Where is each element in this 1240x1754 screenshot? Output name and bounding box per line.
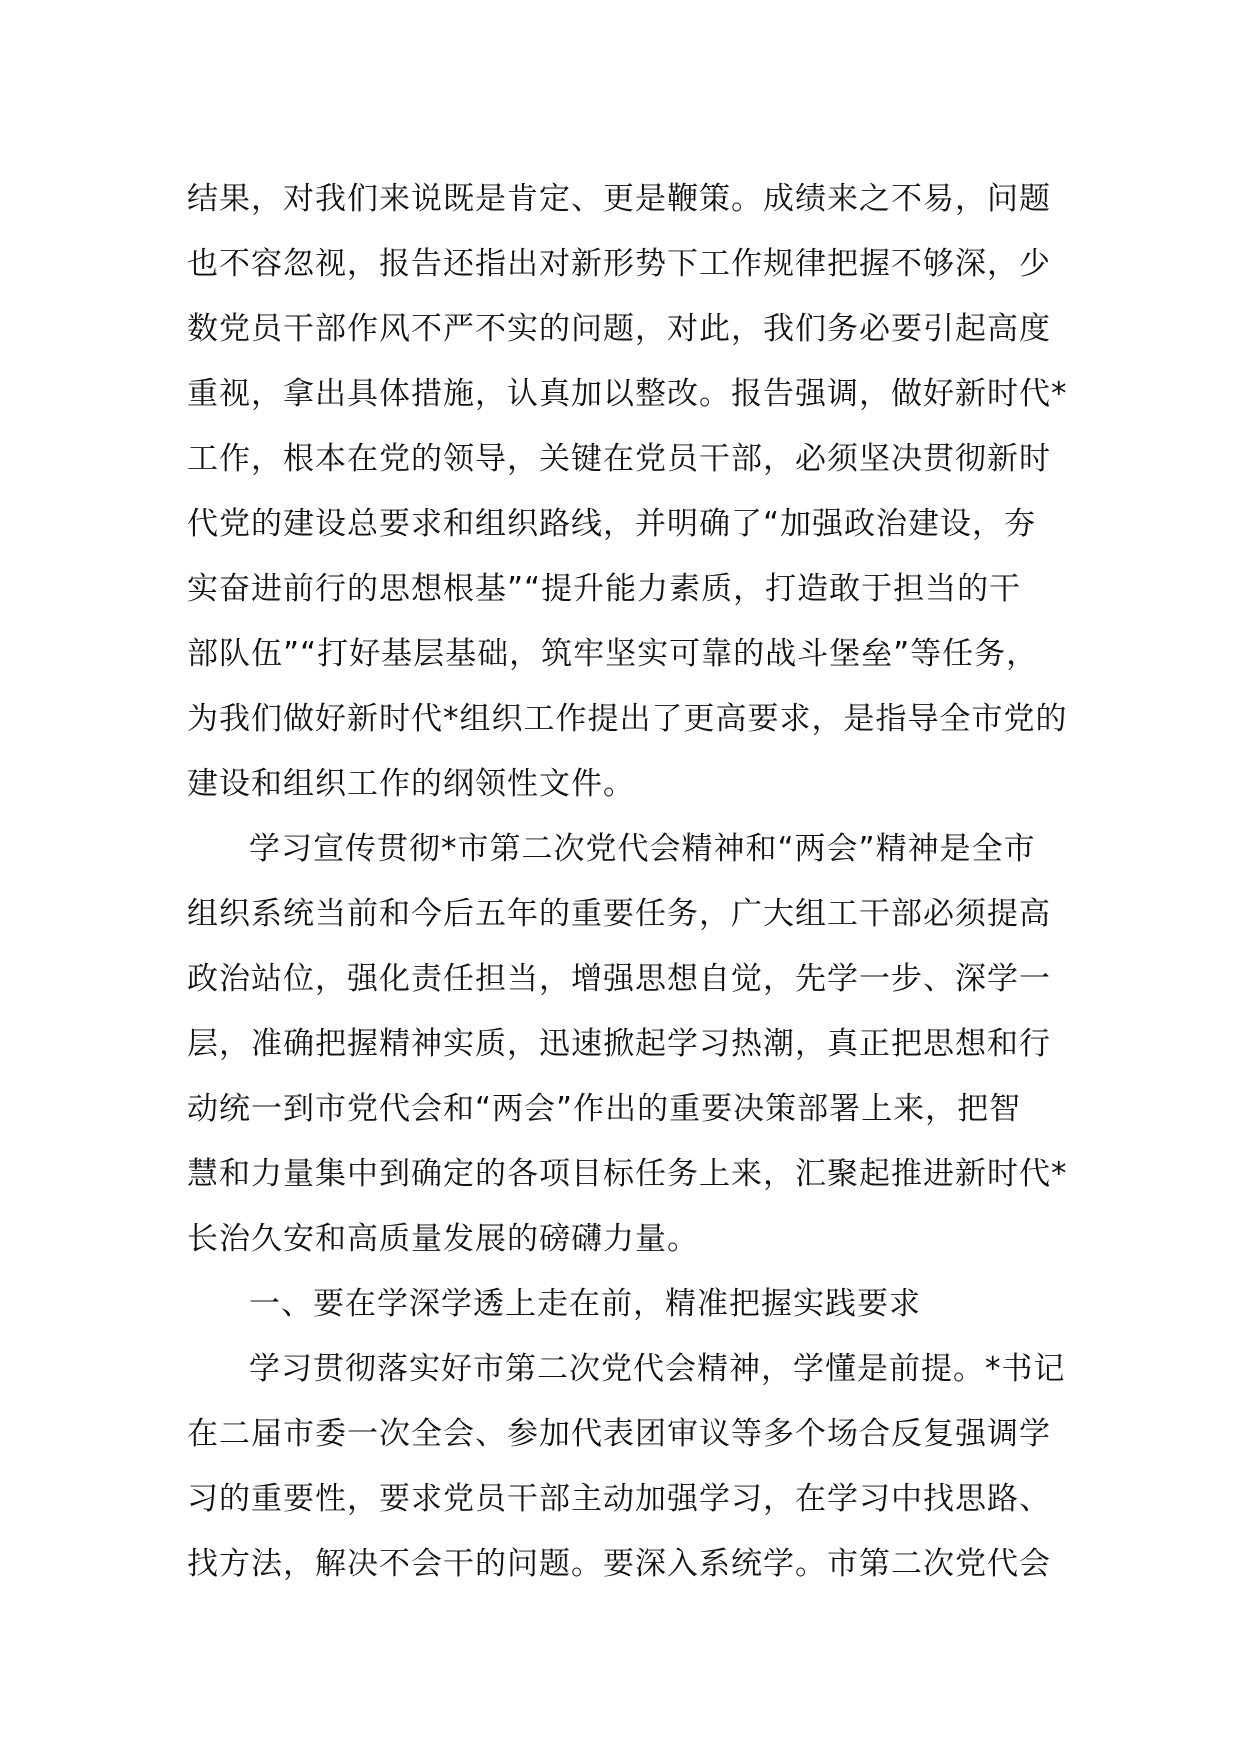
text-line: 结果，对我们来说既是肯定、更是鞭策。成绩来之不易，问题: [187, 181, 1051, 217]
text-line: 在二届市委一次全会、参加代表团审议等多个场合反复强调学: [187, 1416, 1051, 1452]
text-line: 数党员干部作风不严不实的问题，对此，我们务必要引起高度: [187, 311, 1051, 347]
text-line: 建设和组织工作的纲领性文件。: [187, 766, 635, 802]
document-body: [187, 167, 1087, 1597]
text-line: 部队伍”“打好基层基础，筑牢坚实可靠的战斗堡垒”等任务，: [187, 636, 1039, 672]
text-line: 实奋进前行的思想根基”“提升能力素质，打造敢于担当的干: [187, 571, 1022, 607]
paragraph-first-line: 学习宣传贯彻*市第二次党代会精神和“两会”精神是全市: [249, 831, 1036, 867]
section-heading: 一、要在学深学透上走在前，精准把握实践要求: [249, 1286, 921, 1322]
text-line: 找方法，解决不会干的问题。要深入系统学。市第二次党代会: [187, 1546, 1051, 1582]
text-line: 动统一到市党代会和“两会”作出的重要决策部署上来，把智: [187, 1091, 1022, 1127]
paragraph-first-line: 学习贯彻落实好市第二次党代会精神，学懂是前提。*书记: [249, 1351, 1066, 1387]
text-line: 也不容忽视，报告还指出对新形势下工作规律把握不够深，少: [187, 246, 1051, 282]
text-line: 重视，拿出具体措施，认真加以整改。报告强调，做好新时代*: [187, 376, 1068, 412]
text-line: 为我们做好新时代*组织工作提出了更高要求，是指导全市党的: [187, 701, 1068, 737]
text-line: 政治站位，强化责任担当，增强思想自觉，先学一步、深学一: [187, 961, 1051, 997]
text-line: 慧和力量集中到确定的各项目标任务上来，汇聚起推进新时代*: [187, 1156, 1068, 1192]
text-line: 层，准确把握精神实质，迅速掀起学习热潮，真正把思想和行: [187, 1026, 1051, 1062]
text-line: 习的重要性，要求党员干部主动加强学习，在学习中找思路、: [187, 1481, 1051, 1517]
text-line: 代党的建设总要求和组织路线，并明确了“加强政治建设，夯: [187, 506, 1037, 542]
text-line: 组织系统当前和今后五年的重要任务，广大组工干部必须提高: [187, 896, 1051, 932]
text-line: 工作，根本在党的领导，关键在党员干部，必须坚决贯彻新时: [187, 441, 1051, 477]
text-line: 长治久安和高质量发展的磅礴力量。: [187, 1221, 699, 1257]
